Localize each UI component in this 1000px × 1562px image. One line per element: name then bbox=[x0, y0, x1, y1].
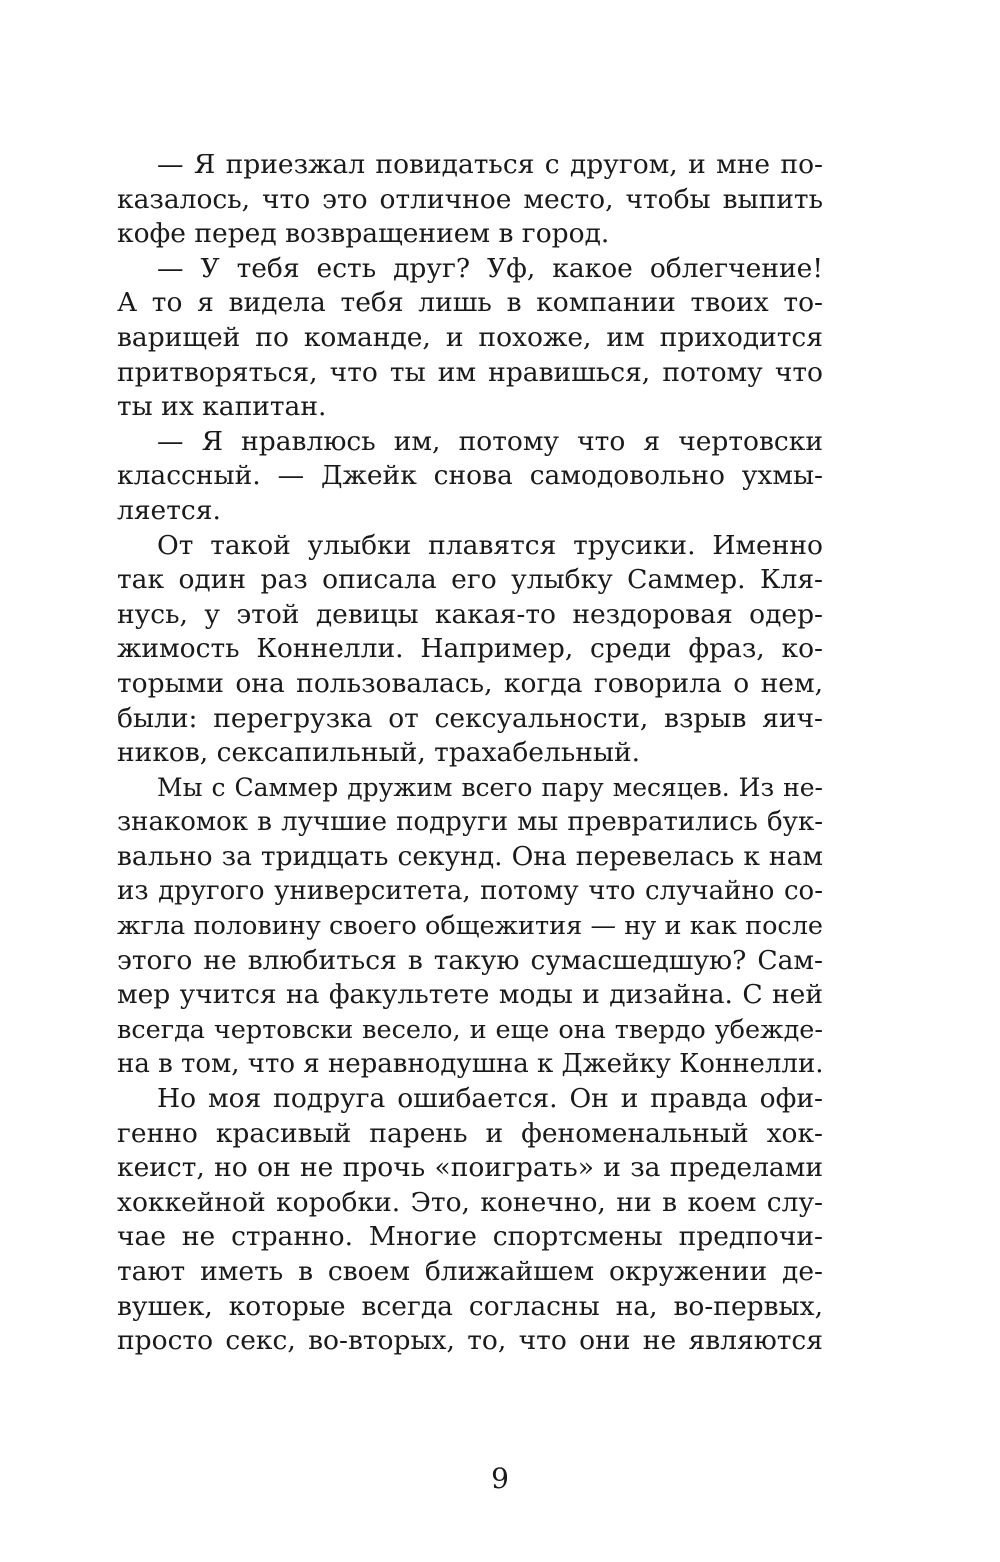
text-line: так один раз описала его улыбку Саммер. Кля- bbox=[117, 564, 823, 596]
text-line: — У тебя есть друг? Уф, какое облегчение! bbox=[157, 252, 823, 284]
text-line: варищей по команде, и похоже, им приходится bbox=[117, 321, 823, 353]
text-line: Мы с Саммер дружим всего пару месяцев. Из не- bbox=[157, 772, 823, 802]
text-line: этого не влюбиться в такую сумасшедшую? Сам- bbox=[117, 944, 823, 976]
text-line: знакомок в лучшие подруги мы превратились бук- bbox=[117, 807, 823, 838]
body-text bbox=[117, 148, 823, 1359]
text-line: кеист, но он не прочь «поиграть» и за пределами bbox=[117, 1152, 823, 1184]
text-line: ляется. bbox=[117, 494, 221, 526]
text-line: нусь, у этой девицы какая-то нездоровая одер- bbox=[117, 598, 823, 630]
text-line: жгла половину своего общежития — ну и как после bbox=[117, 911, 823, 942]
text-line: просто секс, во-вторых, то, что они не являются bbox=[117, 1325, 823, 1357]
text-line: вально за тридцать секунд. Она перевелась к нам bbox=[117, 840, 823, 872]
text-line: хоккейной коробки. Это, конечно, ни в коем слу- bbox=[117, 1186, 823, 1218]
text-line: генно красивый парень и феноменальный хок- bbox=[117, 1117, 823, 1149]
text-line: классный. — Джейк снова самодовольно ухмы- bbox=[117, 460, 823, 492]
text-line: чае не странно. Многие спортсмены предпочи- bbox=[117, 1221, 823, 1253]
text-line: ников, сексапильный, трахабельный. bbox=[117, 737, 641, 769]
page-number: 9 bbox=[491, 1462, 509, 1495]
text-line: из другого университета, потому что случайно со- bbox=[117, 876, 823, 907]
text-line: кофе перед возвращением в город. bbox=[117, 218, 610, 250]
text-line: жимость Коннелли. Например, среди фраз, ко- bbox=[117, 633, 823, 665]
text-line: Но моя подруга ошибается. Он и правда офи- bbox=[157, 1083, 823, 1115]
text-line: притворяться, что ты им нравишься, потому что bbox=[117, 356, 823, 388]
text-line: казалось, что это отличное место, чтобы выпить bbox=[117, 183, 823, 215]
text-line: тают иметь в своем ближайшем окружении де- bbox=[117, 1256, 823, 1287]
text-line: всегда чертовски весело, и еще она твердо убежде- bbox=[117, 1014, 823, 1045]
text-line: на в том, что я неравнодушна к Джейку Коннелли. bbox=[117, 1049, 824, 1080]
text-line: От такой улыбки плавятся трусики. Именно bbox=[157, 529, 823, 561]
text-line: торыми она пользовалась, когда говорила о нем, bbox=[117, 667, 823, 699]
text-line: ты их капитан. bbox=[117, 391, 327, 423]
text-line: — Я нравлюсь им, потому что я чертовски bbox=[157, 425, 823, 457]
text-line: вушек, которые всегда согласны на, во-первых, bbox=[117, 1290, 823, 1322]
text-line: А то я видела тебя лишь в компании твоих то- bbox=[117, 287, 823, 319]
text-line: мер учится на факультете моды и дизайна. С ней bbox=[117, 979, 823, 1011]
text-line: были: перегрузка от сексуальности, взрыв яич- bbox=[117, 702, 823, 734]
text-line: — Я приезжал повидаться с другом, и мне по- bbox=[157, 149, 823, 180]
